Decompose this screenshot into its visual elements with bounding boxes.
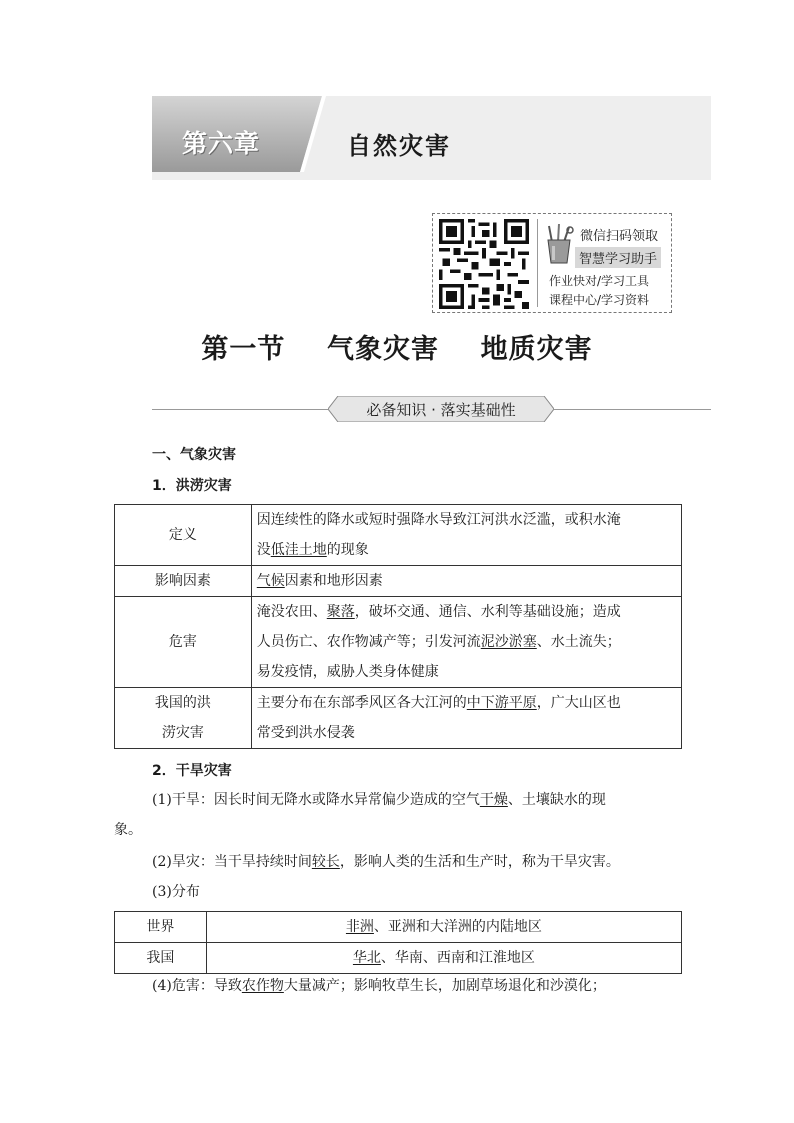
row-label-harm: 危害: [115, 597, 252, 688]
dist-label-china: 我国: [115, 943, 207, 974]
distribution-table: [114, 911, 682, 974]
qr-text-line3: 作业快对/学习工具: [549, 274, 650, 288]
section-number: 第一节: [201, 334, 286, 365]
qr-text-line2: 智慧学习助手: [575, 247, 661, 268]
qr-text-line1: 微信扫码领取: [580, 229, 659, 244]
heading-drought: 2．干旱灾害: [152, 763, 232, 779]
chapter-title: 自然灾害: [347, 132, 451, 160]
row-content-harm: 淹没农田、聚落，破坏交通、通信、水利等基础设施；造成 人员伤亡、农作物减产等；引发河流泥沙淤塞、水土流失； 易发疫情，威胁人类身体健康: [251, 597, 681, 688]
knowledge-banner-text: 必备知识 · 落实基础性: [366, 401, 516, 419]
divider-right: [548, 409, 711, 410]
section-topic-2: 地质灾害: [480, 334, 593, 365]
table-row: [115, 688, 682, 749]
row-label-definition: 定义: [115, 505, 252, 566]
table-row: [115, 566, 682, 597]
row-label-china-flood: 我国的洪 涝灾害: [115, 688, 252, 749]
qr-promo-box[interactable]: [432, 213, 672, 313]
chapter-banner: [152, 96, 711, 180]
row-content-definition: 因连续性的降水或短时强降水导致江河洪水泛滥，或积水淹 没低洼土地的现象: [251, 505, 681, 566]
qr-text-line4: 课程中心/学习资料: [549, 293, 650, 307]
table-row: [115, 597, 682, 688]
chapter-label: 第六章: [182, 129, 261, 158]
qr-code-icon[interactable]: [439, 219, 529, 309]
pencil-cup-icon: [543, 224, 575, 264]
row-content-factors: 气候因素和地形因素: [251, 566, 681, 597]
dist-content-china: 华北、华南、西南和江淮地区: [206, 943, 681, 974]
dist-content-world: 非洲、亚洲和大洋洲的内陆地区: [206, 912, 681, 943]
table-row: [115, 505, 682, 566]
row-label-factors: 影响因素: [115, 566, 252, 597]
section-topic-1: 气象灾害: [327, 334, 439, 365]
drought-paragraph-1-wrap: 象。: [114, 822, 142, 838]
heading-flood: 1．洪涝灾害: [152, 478, 232, 494]
drought-paragraph-3: (3)分布: [152, 884, 200, 900]
table-row: [115, 912, 682, 943]
section-title: [0, 327, 794, 366]
drought-paragraph-1: (1)干旱：因长时间无降水或降水异常偏少造成的空气干燥、土壤缺水的现: [152, 792, 606, 808]
dist-label-world: 世界: [115, 912, 207, 943]
divider-left: [152, 409, 334, 410]
drought-paragraph-2: (2)旱灾：当干旱持续时间较长，影响人类的生活和生产时，称为干旱灾害。: [152, 854, 620, 870]
heading-meteorological: 一、气象灾害: [152, 447, 236, 463]
row-content-china-flood: 主要分布在东部季风区各大江河的中下游平原，广大山区也 常受到洪水侵袭: [251, 688, 681, 749]
table-row: [115, 943, 682, 974]
flood-table: [114, 504, 682, 749]
drought-paragraph-4: (4)危害：导致农作物大量减产；影响牧草生长，加剧草场退化和沙漠化；: [152, 978, 606, 994]
qr-divider: [537, 219, 538, 307]
